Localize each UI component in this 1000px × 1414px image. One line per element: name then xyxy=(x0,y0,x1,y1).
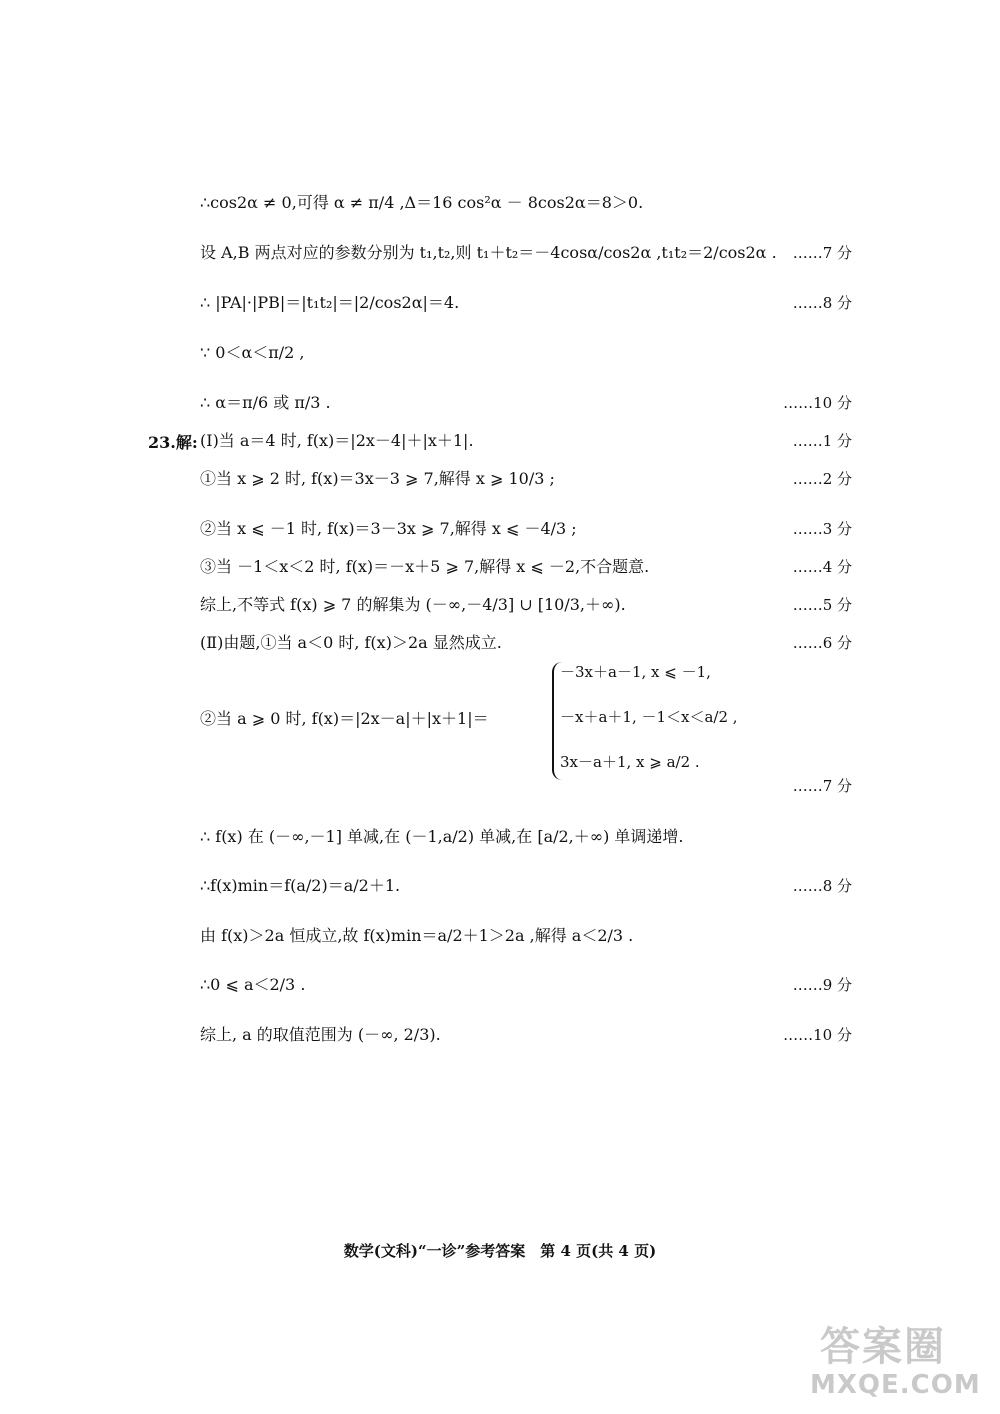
piecewise-case: －x＋a＋1, －1＜x＜a/2 , xyxy=(560,708,738,726)
line-text: ∴ α＝π/6 或 π/3 . xyxy=(200,393,331,412)
answer-line xyxy=(200,342,852,364)
line-text: ∵ 0＜α＜π/2 , xyxy=(200,343,305,362)
score-marker: ……4 分 xyxy=(792,558,852,576)
watermark-url: MXQE.COM xyxy=(810,1370,981,1400)
answer-line xyxy=(200,1024,852,1046)
piecewise-case: 3x－a＋1, x ⩾ a/2 . xyxy=(560,753,700,771)
answer-line xyxy=(200,468,852,490)
line-text: ②当 a ⩾ 0 时, f(x)＝|2x－a|＋|x＋1|＝ xyxy=(200,709,489,728)
line-text: ①当 x ⩾ 2 时, f(x)＝3x－3 ⩾ 7,解得 x ⩾ 10/3 ; xyxy=(200,469,555,488)
line-text: 综上, a 的取值范围为 (－∞, 2/3). xyxy=(200,1025,441,1044)
answer-line xyxy=(200,292,852,314)
question-number: 23.解: xyxy=(148,433,198,452)
line-text: 由 f(x)＞2a 恒成立,故 f(x)min＝a/2＋1＞2a ,解得 a＜2/3 . xyxy=(200,926,634,945)
score-marker: ……5 分 xyxy=(792,596,852,614)
line-text: 设 A,B 两点对应的参数分别为 t₁,t₂,则 t₁＋t₂＝－4cosα/cos2α ,t₁t₂＝2/cos2α . xyxy=(200,243,777,262)
line-text: ∴ |PA|·|PB|＝|t₁t₂|＝|2/cos2α|＝4. xyxy=(200,293,460,312)
answer-line xyxy=(200,708,852,730)
line-text: (Ⅰ)当 a＝4 时, f(x)＝|2x－4|＋|x＋1|. xyxy=(200,431,474,450)
score-marker: ……7 分 xyxy=(792,777,852,795)
answer-line xyxy=(200,925,852,947)
line-text: ∴ f(x) 在 (－∞,－1] 单减,在 (－1,a/2) 单减,在 [a/2,＋∞) 单调递增. xyxy=(200,827,684,846)
answer-line xyxy=(200,430,852,452)
piecewise-case: －3x＋a－1, x ⩽ －1, xyxy=(560,663,711,681)
score-marker: ……10 分 xyxy=(783,394,852,412)
answer-line xyxy=(200,192,852,214)
line-text: ∴cos2α ≠ 0,可得 α ≠ π/4 ,Δ＝16 cos²α － 8cos2α＝8＞0. xyxy=(200,193,644,212)
line-text: ∴f(x)min＝f(a/2)＝a/2＋1. xyxy=(200,876,401,895)
score-marker: ……9 分 xyxy=(792,976,852,994)
answer-line xyxy=(200,556,852,578)
answer-line xyxy=(200,826,852,848)
watermark-logo xyxy=(790,1315,990,1405)
score-marker: ……1 分 xyxy=(792,432,852,450)
score-marker: ……8 分 xyxy=(792,877,852,895)
score-marker: ……7 分 xyxy=(792,244,852,262)
score-marker: ……10 分 xyxy=(783,1026,852,1044)
answer-line xyxy=(200,974,852,996)
line-text: ②当 x ⩽ －1 时, f(x)＝3－3x ⩾ 7,解得 x ⩽ －4/3 ; xyxy=(200,519,577,538)
answer-line xyxy=(200,875,852,897)
score-marker: ……2 分 xyxy=(792,470,852,488)
page-footer: 数学(文科)“一诊”参考答案 第 4 页(共 4 页) xyxy=(343,1242,657,1260)
answer-line xyxy=(200,518,852,540)
line-text: ∴0 ⩽ a＜2/3 . xyxy=(200,975,306,994)
line-text: (Ⅱ)由题,①当 a＜0 时, f(x)＞2a 显然成立. xyxy=(200,633,502,652)
watermark-text: 答案圈 xyxy=(820,1324,946,1370)
answer-line xyxy=(200,392,852,414)
score-marker: ……3 分 xyxy=(792,520,852,538)
answer-line xyxy=(200,242,852,264)
answer-line xyxy=(200,632,852,654)
line-text: 综上,不等式 f(x) ⩾ 7 的解集为 (－∞,－4/3] ∪ [10/3,＋∞). xyxy=(200,595,626,614)
answer-line xyxy=(200,594,852,616)
score-marker: ……6 分 xyxy=(792,634,852,652)
line-text: ③当 －1＜x＜2 时, f(x)＝－x＋5 ⩾ 7,解得 x ⩽ －2,不合题意. xyxy=(200,557,650,576)
score-marker: ……8 分 xyxy=(792,294,852,312)
